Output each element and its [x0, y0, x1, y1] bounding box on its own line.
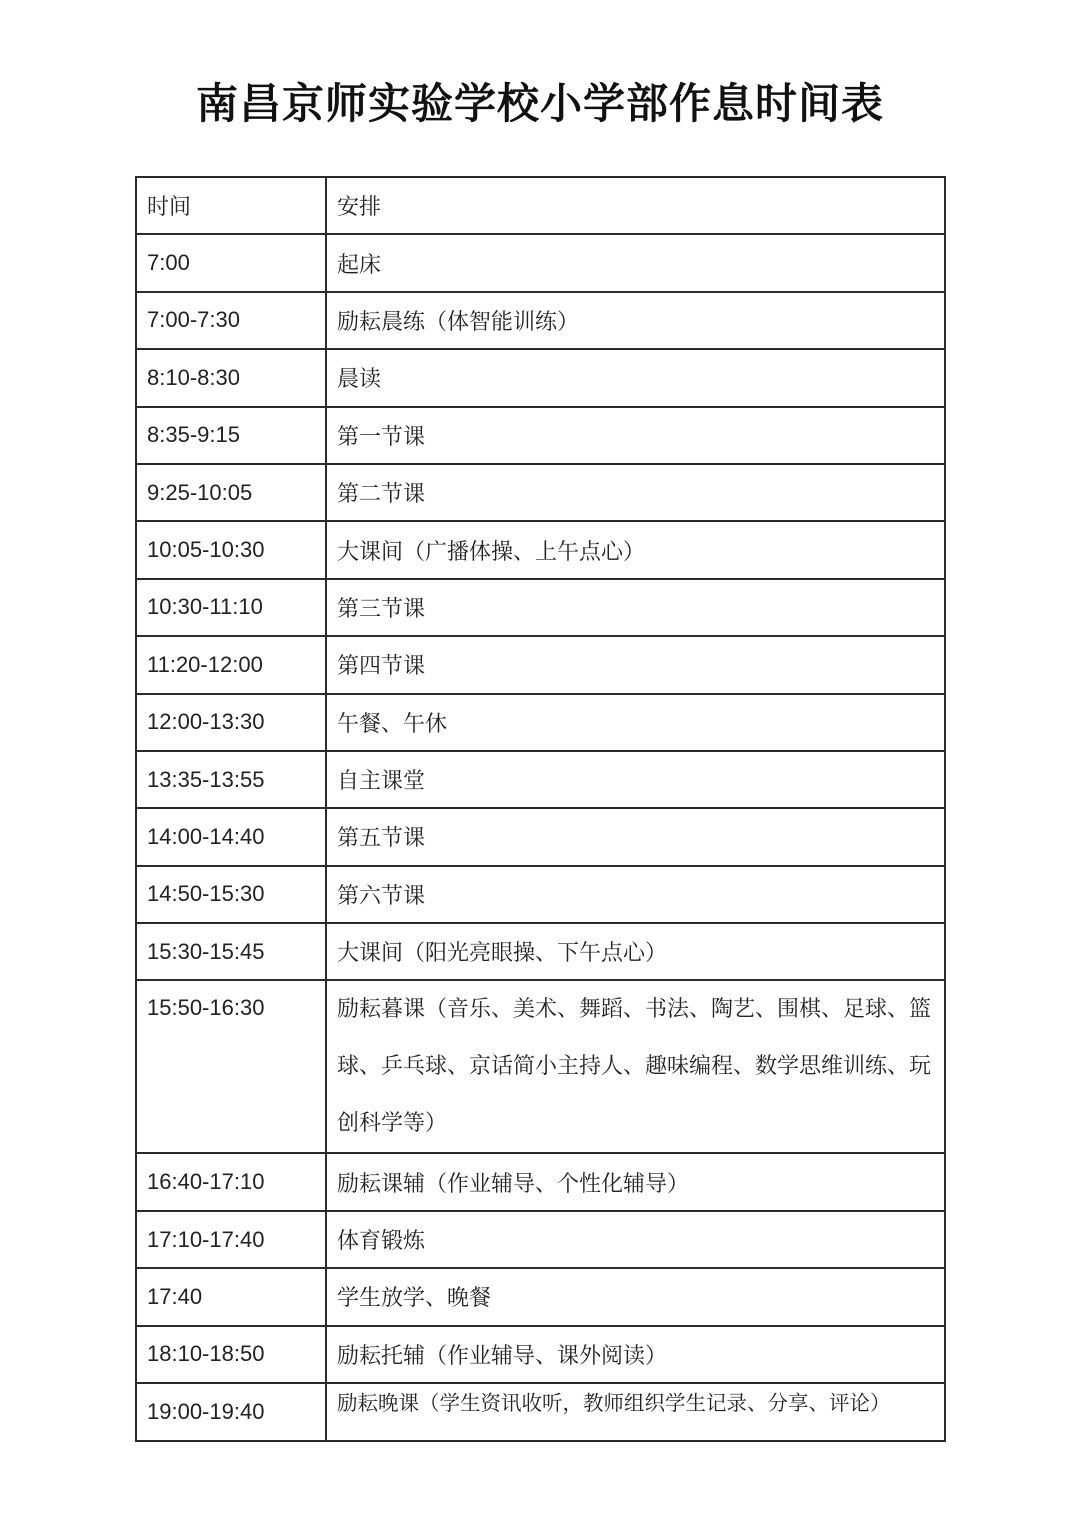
table-row [136, 1383, 945, 1441]
activity-cell: 励耘晚课（学生资讯收听，教师组织学生记录、分享、评论） [326, 1383, 945, 1441]
table-row [136, 234, 945, 291]
header-time: 时间 [136, 177, 326, 234]
table-row [136, 407, 945, 464]
time-cell: 7:00-7:30 [136, 292, 326, 349]
activity-cell: 晨读 [326, 349, 945, 406]
table-row [136, 579, 945, 636]
activity-text: 励耘暮课（音乐、美术、舞蹈、书法、陶艺、围棋、足球、篮球、乒乓球、京话简小主持人、趣味编程、数学思维训练、玩创科学等） [337, 997, 932, 1137]
header-activity: 安排 [326, 177, 945, 234]
table-row [136, 1211, 945, 1268]
table-row [136, 1153, 945, 1210]
time-cell: 8:10-8:30 [136, 349, 326, 406]
activity-cell: 第五节课 [326, 808, 945, 865]
table-row [136, 980, 945, 1153]
table-row [136, 521, 945, 578]
table-row [136, 866, 945, 923]
activity-cell: 自主课堂 [326, 751, 945, 808]
activity-cell: 大课间（广播体操、上午点心） [326, 521, 945, 578]
time-cell: 15:50-16:30 [136, 980, 326, 1153]
activity-cell: 第一节课 [326, 407, 945, 464]
page-title: 南昌京师实验学校小学部作息时间表 [195, 79, 884, 128]
time-cell: 15:30-15:45 [136, 923, 326, 980]
time-cell: 14:50-15:30 [136, 866, 326, 923]
activity-cell: 学生放学、晚餐 [326, 1268, 945, 1325]
time-cell: 16:40-17:10 [136, 1153, 326, 1210]
activity-cell [326, 980, 945, 1153]
table-row [136, 464, 945, 521]
time-cell: 11:20-12:00 [136, 636, 326, 693]
table-row [136, 349, 945, 406]
table-row [136, 751, 945, 808]
time-cell: 12:00-13:30 [136, 694, 326, 751]
activity-cell: 第四节课 [326, 636, 945, 693]
time-cell: 8:35-9:15 [136, 407, 326, 464]
table-row [136, 1268, 945, 1325]
time-cell: 10:05-10:30 [136, 521, 326, 578]
time-cell: 19:00-19:40 [136, 1383, 326, 1441]
activity-cell: 励耘晨练（体智能训练） [326, 292, 945, 349]
activity-cell: 大课间（阳光亮眼操、下午点心） [326, 923, 945, 980]
table-row [136, 923, 945, 980]
schedule-table [135, 176, 946, 1442]
time-cell: 17:40 [136, 1268, 326, 1325]
table-row [136, 636, 945, 693]
table-row [136, 694, 945, 751]
table-row [136, 292, 945, 349]
time-cell: 17:10-17:40 [136, 1211, 326, 1268]
activity-cell: 第三节课 [326, 579, 945, 636]
time-cell: 18:10-18:50 [136, 1326, 326, 1383]
table-row [136, 1326, 945, 1383]
table-row [136, 808, 945, 865]
activity-cell: 第六节课 [326, 866, 945, 923]
time-cell: 7:00 [136, 234, 326, 291]
table-header-row [136, 177, 945, 234]
activity-cell: 励耘课辅（作业辅导、个性化辅导） [326, 1153, 945, 1210]
activity-cell: 第二节课 [326, 464, 945, 521]
time-cell: 14:00-14:40 [136, 808, 326, 865]
time-cell: 13:35-13:55 [136, 751, 326, 808]
activity-cell: 起床 [326, 234, 945, 291]
activity-cell: 励耘托辅（作业辅导、课外阅读） [326, 1326, 945, 1383]
activity-cell: 体育锻炼 [326, 1211, 945, 1268]
time-cell: 10:30-11:10 [136, 579, 326, 636]
activity-cell: 午餐、午休 [326, 694, 945, 751]
time-cell: 9:25-10:05 [136, 464, 326, 521]
